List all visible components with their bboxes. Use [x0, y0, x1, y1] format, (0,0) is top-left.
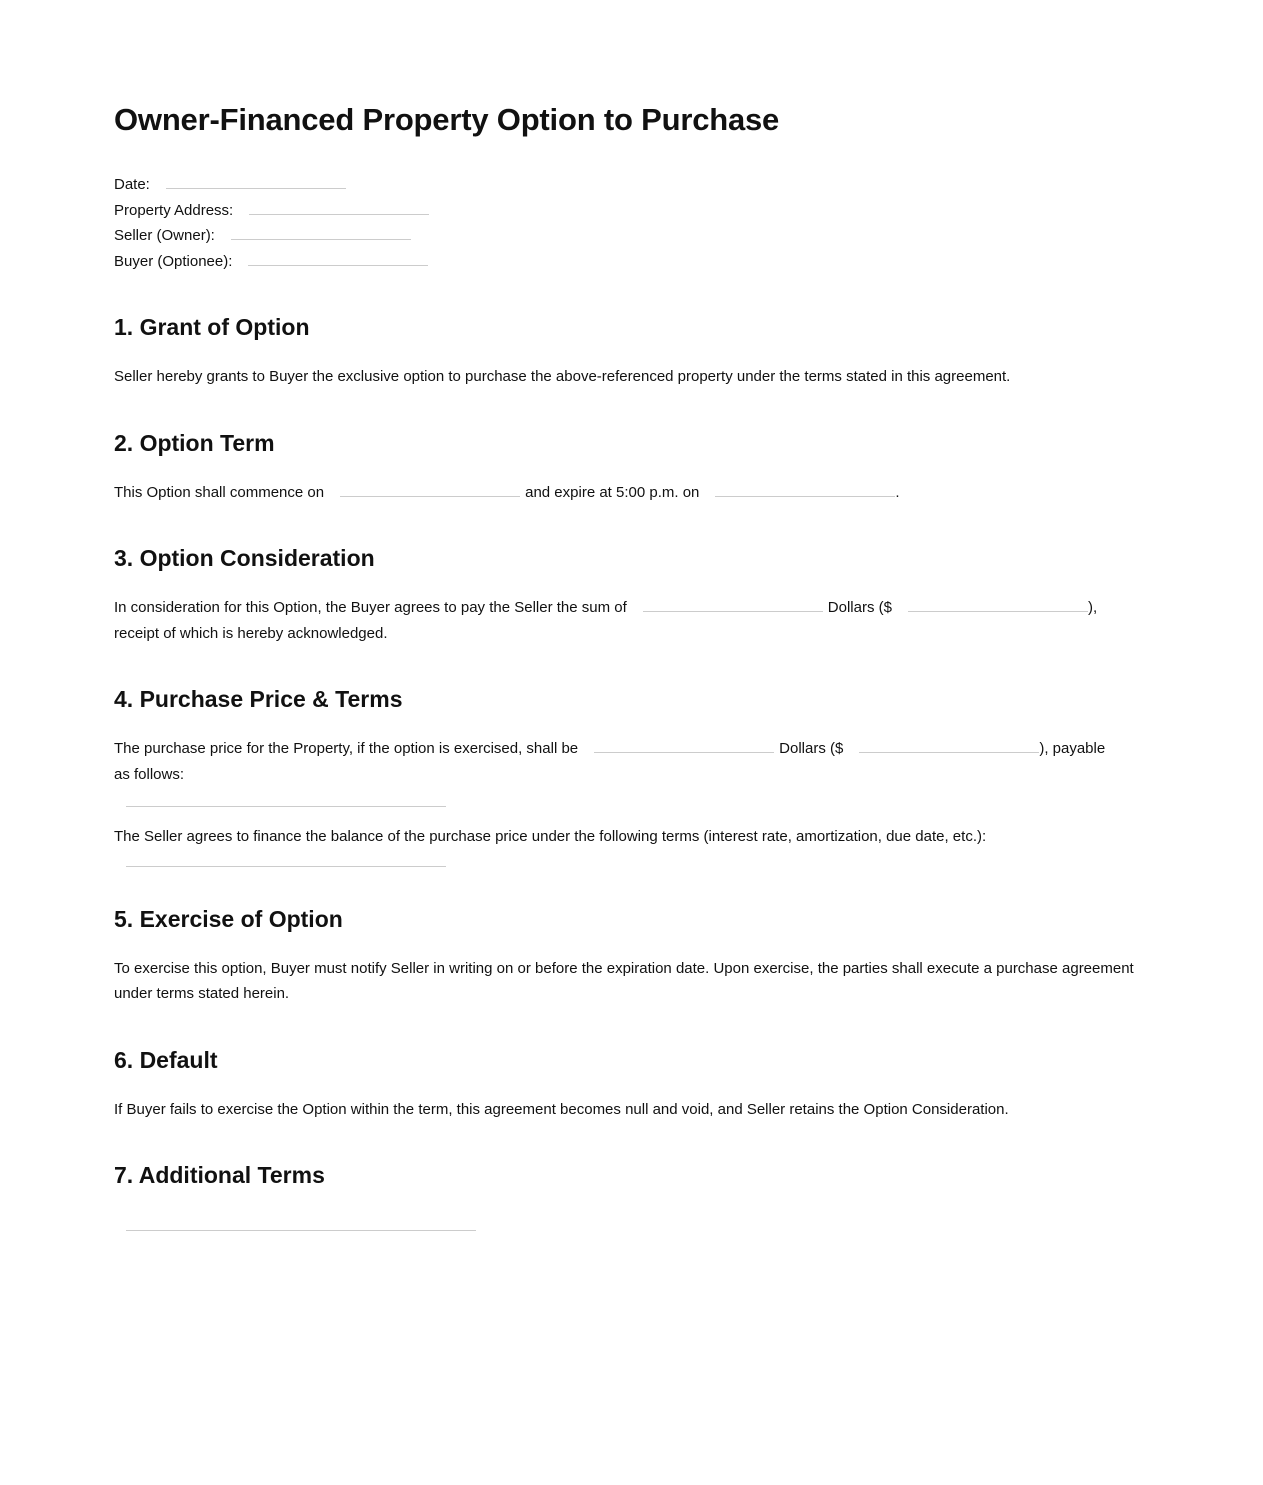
section-heading: 5. Exercise of Option [114, 905, 343, 932]
section-text: If Buyer fails to exercise the Option within the term, this agreement becomes null and void, and Seller retains the Option Consideration. [114, 1100, 1009, 1118]
seller-label: Seller (Owner): [114, 227, 215, 244]
payment-terms-field[interactable] [126, 806, 446, 807]
section-grant [114, 312, 1144, 390]
section-consideration [114, 543, 1144, 646]
seller-row [114, 223, 1144, 249]
financing-terms-field[interactable] [126, 866, 446, 867]
expire-date-field[interactable] [715, 482, 895, 497]
buyer-field[interactable] [248, 251, 428, 266]
consideration-text-2: Dollars ($ [827, 599, 892, 616]
purchase-text-4: as follows: [114, 765, 185, 783]
section-text: To exercise this option, Buyer must notify Seller in writing on or before the expiration date. Upon exercise, the parties shall execute a purchase agreement under terms stated herein. [114, 959, 1134, 1002]
purchase-text-1: The purchase price for the Property, if the option is exercised, shall be [114, 740, 579, 757]
section-heading: 6. Default [114, 1046, 218, 1073]
consideration-paragraph [114, 595, 1144, 646]
purchase-text-3: ), payable [1039, 740, 1106, 757]
purchase-price-number-field[interactable] [859, 738, 1039, 753]
date-label: Date: [114, 176, 150, 193]
property-address-row [114, 198, 1144, 224]
section-text: Seller hereby grants to Buyer the exclusive option to purchase the above-referenced property under the terms stated in this agreement. [114, 368, 1011, 385]
purchase-price-words-field[interactable] [594, 738, 774, 753]
consideration-text-3: ), [1087, 599, 1098, 616]
section-heading: 4. Purchase Price & Terms [114, 686, 403, 712]
commence-date-field[interactable] [340, 482, 520, 497]
additional-terms-field[interactable] [126, 1230, 476, 1231]
date-field[interactable] [166, 174, 346, 189]
buyer-label: Buyer (Optionee): [114, 252, 233, 270]
date-row [114, 172, 1144, 198]
purchase-paragraph [114, 736, 1144, 787]
section-heading: 1. Grant of Option [114, 314, 310, 340]
document-title: Owner-Financed Property Option to Purchase [114, 102, 780, 137]
section-additional [114, 1160, 1144, 1231]
term-paragraph [114, 480, 1144, 506]
section-heading: 2. Option Term [114, 429, 275, 456]
seller-field[interactable] [231, 225, 411, 240]
consideration-amount-words-field[interactable] [643, 597, 823, 612]
section-term [114, 428, 1144, 506]
section-heading: 7. Additional Terms [114, 1162, 325, 1188]
property-address-label: Property Address: [114, 201, 234, 219]
section-default [114, 1045, 1144, 1123]
consideration-amount-number-field[interactable] [908, 597, 1088, 612]
financing-text: The Seller agrees to finance the balance of the purchase price under the following terms (interest rate, amortization, due date, etc.): [114, 828, 987, 845]
section-exercise [114, 904, 1144, 1007]
term-text-1: This Option shall commence on [114, 483, 325, 501]
section-heading: 3. Option Consideration [114, 545, 375, 571]
section-purchase [114, 684, 1144, 867]
property-address-field[interactable] [249, 200, 429, 215]
consideration-text-1: In consideration for this Option, the Buyer agrees to pay the Seller the sum of [114, 599, 627, 616]
term-text-2: and expire at 5:00 p.m. on [525, 483, 700, 501]
buyer-row [114, 249, 1144, 275]
header-fields [114, 172, 1144, 274]
consideration-text-4: receipt of which is hereby acknowledged. [114, 624, 388, 642]
term-text-3: . [895, 483, 900, 501]
purchase-text-2: Dollars ($ [779, 740, 844, 757]
